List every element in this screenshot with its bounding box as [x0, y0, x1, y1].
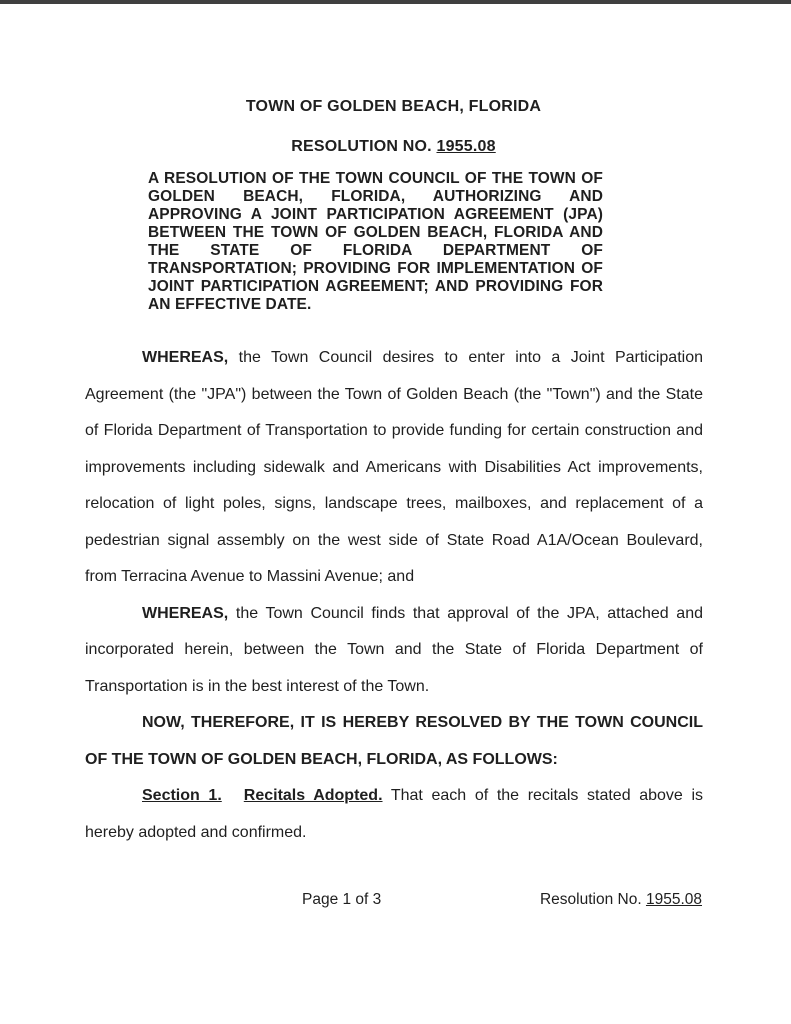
page-title: TOWN OF GOLDEN BEACH, FLORIDA: [245, 98, 542, 115]
paragraph-resolved-clause: NOW, THEREFORE, IT IS HEREBY RESOLVED BY THE TOWN COUNCIL OF THE TOWN OF GOLDEN BEACH, FLORIDA, AS FOLLOWS:: [85, 714, 703, 768]
paragraph-whereas-1: [85, 340, 703, 596]
resolution-heading-number: 1955.08: [436, 138, 496, 155]
footer-resolution-label: Resolution No.: [539, 891, 646, 908]
resolution-heading: [85, 138, 702, 156]
footer-page-indicator: Page 1 of 3: [302, 891, 382, 908]
resolution-heading-label: RESOLUTION NO.: [291, 138, 437, 155]
footer-resolution: [540, 891, 702, 909]
paragraph-section-1: [85, 778, 703, 851]
resolution-summary: A RESOLUTION OF THE TOWN COUNCIL OF THE TOWN OF GOLDEN BEACH, FLORIDA, AUTHORIZING AND APPROVING A JOINT PARTICIPATION AGREEMENT (JPA) BETWEEN THE TOWN OF GOLDEN BEACH, FLORIDA AND THE STATE OF FLORIDA DEPARTMENT OF TRANSPORTATION; PROVIDING FOR IMPLEMENTATION OF JOINT PARTICIPATION AGREEMENT; AND PROVIDING FOR AN EFFECTIVE DATE.: [148, 170, 603, 313]
whereas-1-text: the Town Council desires to enter into a Joint Participation Agreement (the "JPA") between the Town of Golden Beach (the "Town") and the State of Florida Department of Transportation to provide funding for certain construction and improvements including sidewalk and Americans with Disabilities Act improvements, relocation of light poles, signs, landscape trees, mailboxes, and replacement of a pedestrian signal assembly on the west side of State Road A1A/Ocean Boulevard, from Terracina Avenue to Massini Avenue; and: [85, 349, 703, 585]
footer-resolution-number: 1955.08: [645, 891, 702, 908]
scan-edge-bar: [0, 0, 791, 4]
whereas-2-text: the Town Council finds that approval of the JPA, attached and incorporated herein, between the Town and the State of Florida Department of Transportation is in the best interest of the Town.: [85, 604, 703, 695]
whereas-1-lead: WHEREAS,: [142, 349, 229, 366]
section-1-text: That each of the recitals stated above is hereby adopted and confirmed.: [85, 787, 704, 841]
paragraph-whereas-2: [85, 596, 703, 706]
section-1-number: Section 1.: [142, 787, 222, 804]
section-1-title: Recitals Adopted.: [243, 787, 383, 804]
page-footer: [0, 891, 791, 915]
whereas-2-lead: WHEREAS,: [142, 604, 229, 622]
document-body: [85, 340, 703, 851]
